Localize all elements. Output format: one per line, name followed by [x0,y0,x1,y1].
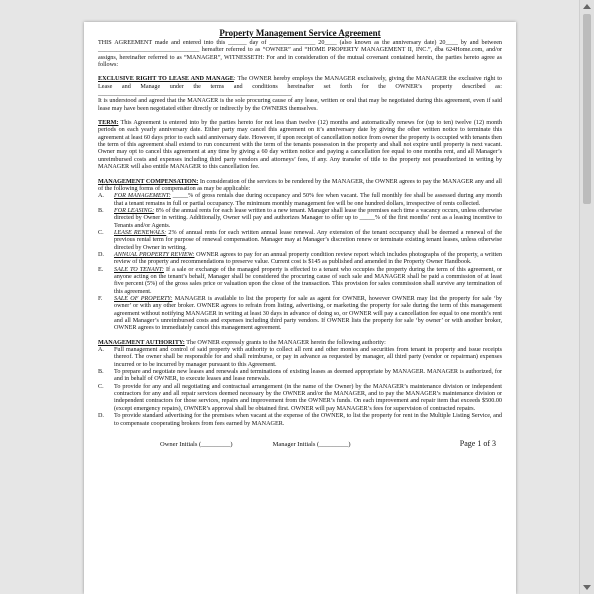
item-number: B. [98,369,104,376]
item-number: F. [98,296,103,302]
intro-paragraph: THIS AGREEMENT made and entered into this ______ day of _______________ 20____ (also known as the anniversary date) 20____ by and between _________________________________ hereafter referred to as “OWNER” and “HOME PROPERTY MANAGEMENT II, INC.”, dba 624Home.com, and/or assigns, hereinafter referred to as “MANAGER”, WITNESSETH: For and in consideration of the mutual covenant contained herein, the parties hereto agree as follows: [98,40,502,69]
authority-item [98,384,502,413]
exclusive-paragraph [98,76,502,98]
exclusive-heading: EXCLUSIVE RIGHT TO LEASE AND MANAGE [98,76,234,83]
document-page [84,22,516,594]
authority-item [98,369,502,384]
item-number: D. [98,413,104,420]
item-body: 8% of the annual rents for each lease written to a new tenant. Manager shall lease the premises each time a vacancy occurs, unless otherwise directed by Owner in writing. Additionally, Owner will pay and authorizes Manager to offer up to _____% of the first months’ rent as a leasing incentive to Tenants and/or Agents. [114,207,502,229]
scroll-up-icon[interactable] [583,4,591,9]
document-title: Property Management Service Agreement [219,28,381,38]
item-label: SALE TO TENANT: [114,266,164,273]
term-paragraph [98,120,502,171]
scroll-down-icon[interactable] [583,585,591,590]
comp-item [98,193,502,208]
item-number: A. [98,347,104,354]
page-footer [98,440,502,449]
vertical-scrollbar[interactable] [579,0,594,594]
comp-item [98,230,502,252]
item-body: _____% of gross rentals due during occupancy and 50% fee when vacant. The full monthly fee shall be assessed during any month that a tenant remains in full or partial occupancy. The minimum monthly management fee will be one hundred dollars, irrespective of rents collected. [114,193,502,207]
item-label: FOR MANAGEMENT: [114,193,171,200]
authority-item [98,413,502,428]
item-number: A. [98,193,104,200]
item-number: C. [98,383,104,390]
term-heading: TERM: [98,120,119,127]
item-text [114,267,502,296]
item-number: D. [98,251,104,258]
term-text: This Agreement is entered into by the parties hereto for not less than twelve (12) months and automatically renews for (up to ten) twelve (12) month periods on each yearly anniversary date. Either party may cancel this agreement on it’s anniversary date by giving the other written notice to terminate this agreement at least 60 days prior to each said anniversary date. However, if upon receipt of cancellation notice from owner the property is occupied with tenants then the term of this agreement shall extend to run concurrent with the term of the tenants possession in the property and shall not expire until property is next vacant. Owner may opt to cancel this agreement at any time by giving a 60 day written notice and paying a cancellation fee equal to one months rent, and all Manager’s unreimbursed costs and expenses including third party vendors and attorneys’ fees, if any. Any transfer of title to the property not preauthorized in writing by MANAGER will also entitle MANAGER to this cancellation fee. [98,120,502,171]
exclusive-paragraph-2: It is understood and agreed that the MANAGER is the sole procuring cause of any lease, written or oral that may be negotiated during this agreement, even if said lease may have been negotiated either directly or indirectly by the OWNERS themselves. [98,98,502,112]
item-label: SALE OF PROPERTY: [114,296,173,302]
item-body: OWNER agrees to pay for an annual property condition review report which includes photographs of the property, a written review of the property and recommendations to preserve value. Current cost is $145 as published and amended in the Property Owner Handbook. [114,251,502,266]
item-text: To prepare and negotiate new leases and renewals and terminations of existing leases as deemed appropriate by MANAGER. MANAGER is authorized, for and in behalf of OWNER, to execute leases and lease renewals. [114,369,502,383]
owner-initials[interactable]: Owner Initials (_________) [160,440,233,448]
item-body: If a sale or exchange of the managed property is effected to a tenant who occupies the property during the term of this agreement, or anyone acting on the tenant’s behalf, Manager shall be considered the procuring cause of such sale and MANAGER shall be paid a commission of at least five percent (5%) of the gross sales price or valuation upon the close of the transaction. This provision for sales commission shall survive any termination of this agreement. [114,266,502,295]
compensation-text: In consideration of the services to be rendered by the MANAGER, the OWNER agrees to pay the MANAGER any and all of the following forms of compensation as may be applicable: [98,178,502,192]
item-text [114,296,502,333]
page-number: Page 1 of 3 [459,438,496,448]
compensation-heading: MANAGEMENT COMPENSATION: [98,178,199,185]
comp-item [98,208,502,230]
comp-item [98,252,502,267]
item-body: 2% of annual rents for each written annual lease renewal. Any extension of the tenant occupancy shall be deemed a renewal of the previous rental term for purpose of renewal compensation. Manager may at Manager’s discretion renew or terminate existing tenant leases, unless otherwise directed by Owner in writing. [114,229,503,251]
item-label: ANNUAL PROPERTY REVIEW: [114,251,195,258]
comp-item [98,296,502,333]
authority-heading: MANAGEMENT AUTHORITY: [98,339,185,346]
item-number: E. [98,266,104,273]
comp-item [98,267,502,296]
item-text [114,193,502,208]
item-text [114,230,502,252]
item-text: To provide for any and all negotiating and contractual arrangement (in the name of the Owner) by the MANAGER’s maintenance division or independent contractors for any and all repair services deemed necessary by the OWNER and/or the MANAGER, and to pay the MANAGER’s maintenance division or independent contractors for those services, repairs and improvement from the OWNER’s funds. On each improvement and repair item that exceeds $500.00 (except emergency repairs), OWNER’s approval shall be obtained first. OWNER will pay MANAGER’s fees for supervision of contracted repairs. [114,383,502,412]
exclusive-text: : The OWNER hereby employs the MANAGER exclusively, giving the MANAGER the exclusive right to Lease and Manage under the terms and conditions hereinafter set forth for the OWNER’s property described as: _______________________________________________________________ [98,76,502,98]
item-text [114,252,502,267]
item-number: B. [98,207,104,214]
compensation-paragraph [98,179,502,194]
item-text: To provide standard advertising for the premises when vacant at the expense of the OWNER, to list the property for rent in the Multiple Listing Service, and to compensate cooperating brokers from fees earned by MANAGER. [114,413,502,427]
authority-text: The OWNER expressly grants to the MANAGER herein the following authority: [184,339,386,346]
item-label: LEASE RENEWALS: [114,229,167,236]
item-label: FOR LEASING: [114,207,155,214]
authority-paragraph [98,340,502,347]
item-text: Full management and control of said property with authority to collect all rent and other monies and securities from tenant in property and issue receipts thereof. The owner shall be responsible for and shall reimburse, or pay in advance as requested by manager, all third party (vendor or repairman) expenses incurred or to be incurred by manager pursuant to this Agreement. [114,347,502,368]
item-text [114,208,502,230]
scroll-thumb[interactable] [583,14,591,204]
item-body: MANAGER is available to list the property for sale as agent for OWNER, however OWNER may list the property for sale ‘by owner’ or with any other broker. OWNER agrees to refrain from listing, advertising, or marketing the property for sale during the term of this management agreement without notifying MANAGER in writing at least 30 days in advance of doing so, or OWNER will pay a cancellation fee equal to one month’s rent and all Manager’s unreimbursed costs and expenses including third party vendors. If OWNER lists the property for sale ‘by owner’ or with another broker, OWNER agrees to immediately cancel this management agreement. [114,296,502,332]
item-number: C. [98,229,104,236]
manager-initials[interactable]: Manager Initials (_________) [272,440,351,448]
authority-item [98,347,502,369]
